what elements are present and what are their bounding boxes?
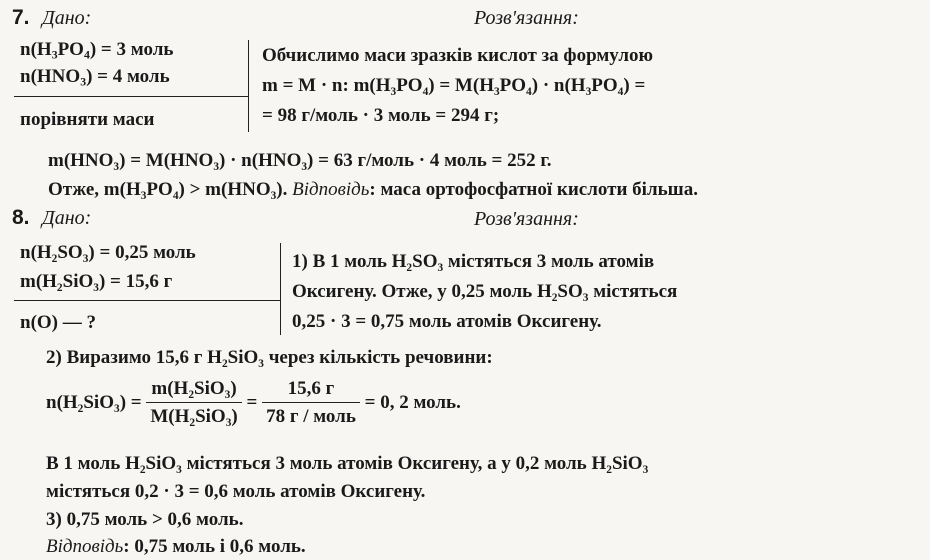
problem-7-solution-line-3: = 98 г/моль · 3 моль = 294 г; <box>262 105 500 126</box>
problem-8-solution-line-2: Оксигену. Отже, у 0,25 моль H₂SO₃ містяться <box>292 281 678 302</box>
problem-8-given-1: n(H₂SO₃) = 0,25 моль <box>20 242 196 263</box>
formula-rhs: = 0, 2 моль. <box>364 391 461 413</box>
problem-7-given-vertical-rule <box>248 40 249 132</box>
problem-8-solution-line-1: 1) В 1 моль H₂SO₃ містяться 3 моль атомів <box>292 251 655 272</box>
fraction-1-numerator: m(H₂SiO₃) <box>146 378 241 403</box>
problem-7-number: 7. <box>12 6 30 29</box>
problem-8-find: n(O) — ? <box>20 312 96 333</box>
problem-8-line-a: В 1 моль H₂SiO₃ містяться 3 моль атомів Оксигену, а у 0,2 моль H₂SiO₃ <box>46 453 649 474</box>
problem-8-answer: Відповідь: 0,75 моль і 0,6 моль. <box>46 536 306 557</box>
problem-7-solution-line-1: Обчислимо маси зразків кислот за формулою <box>262 45 653 66</box>
problem-8-given-divider <box>14 300 280 301</box>
problem-8-step-2: 2) Виразимо 15,6 г H₂SiO₃ через кількість речовини: <box>46 347 493 368</box>
problem-7-given-divider <box>14 96 248 97</box>
problem-8-solution-line-3: 0,25 · 3 = 0,75 моль атомів Оксигену. <box>292 311 602 332</box>
fraction-2-denominator: 78 г / моль <box>266 405 356 427</box>
problem-7-solution-line-2: m = M · n: m(H₃PO₄) = M(H₃PO₄) · n(H₃PO₄) = <box>262 75 646 96</box>
formula-fraction-1 <box>146 378 241 428</box>
fraction-2-numerator: 15,6 г <box>262 378 360 403</box>
problem-8-step-3: 3) 0,75 моль > 0,6 моль. <box>46 509 244 530</box>
formula-fraction-2 <box>262 378 360 428</box>
problem-8-formula <box>46 378 461 428</box>
problem-8-given-title: Дано: <box>42 207 92 229</box>
formula-lhs: n(H₂SiO₃) = <box>46 391 142 413</box>
problem-8-given-vertical-rule <box>280 243 281 335</box>
problem-8-given-2: m(H₂SiO₃) = 15,6 г <box>20 271 173 292</box>
problem-8-line-b: містяться 0,2 · 3 = 0,6 моль атомів Оксигену. <box>46 481 426 502</box>
problem-7-line-5: Отже, m(H₃PO₄) > m(HNO₃). Відповідь: маса ортофосфатної кислоти більша. <box>48 179 698 200</box>
problem-7-given-title: Дано: <box>42 7 92 29</box>
problem-7-line-4: m(HNO₃) = M(HNO₃) · n(HNO₃) = 63 г/моль · 4 моль = 252 г. <box>48 150 552 171</box>
problem-7-find: порівняти маси <box>20 109 155 130</box>
problem-7-given-2: $n(HNO_3) = 4$ моль <box>20 66 170 89</box>
formula-equals: = <box>246 391 258 413</box>
problem-8-number: 8. <box>12 206 30 229</box>
problem-7-solution-title: Розв'язання: <box>474 7 579 29</box>
fraction-1-denominator: M(H₂SiO₃) <box>150 405 238 427</box>
problem-8-solution-title: Розв'язання: <box>474 208 579 230</box>
problem-7-given-1: $n(H_3PO_4) = 3$ моль <box>20 39 174 62</box>
